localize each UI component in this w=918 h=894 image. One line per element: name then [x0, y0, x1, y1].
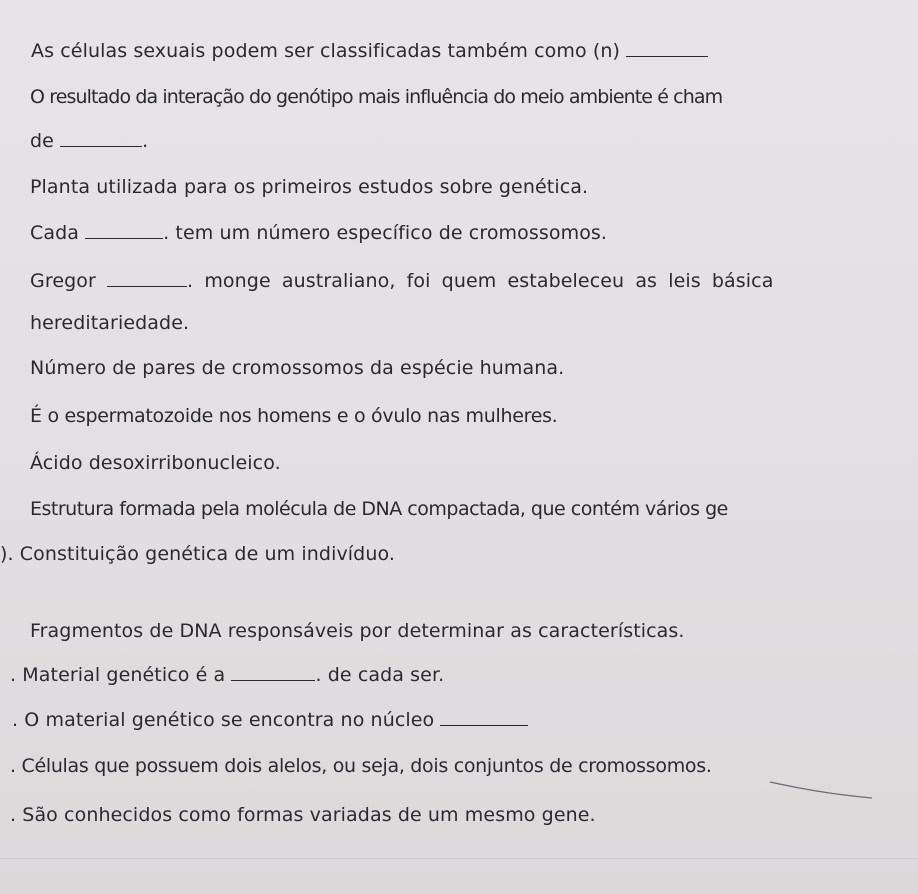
- question-alleles: . São conhecidos como formas variadas de um mesmo gene.: [10, 804, 596, 826]
- question-sex-cells: As células sexuais podem ser classificadas também como (n): [31, 40, 708, 62]
- answer-blank: [107, 272, 187, 287]
- question-nucleus: . O material genético se encontra no núcleo: [12, 709, 528, 731]
- question-diploid: . Células que possuem dois alelos, ou seja, dois conjuntos de cromossomos.: [10, 755, 712, 777]
- page-rule: [0, 858, 918, 859]
- pencil-mark: [768, 778, 878, 802]
- question-species: Cada . tem um número específico de cromossomos.: [30, 222, 608, 244]
- question-genetic-material: . Material genético é a . de cada ser.: [10, 664, 445, 686]
- question-gametes: É o espermatozoide nos homens e o óvulo nas mulheres.: [30, 405, 558, 427]
- answer-blank: [626, 42, 708, 57]
- question-plant: Planta utilizada para os primeiros estudos sobre genética.: [30, 176, 589, 198]
- answer-blank: [440, 711, 528, 726]
- question-genotype: ). Constituição genética de um indivíduo.: [0, 543, 396, 565]
- question-genes: Fragmentos de DNA responsáveis por determinar as características.: [30, 620, 685, 642]
- answer-blank: [85, 224, 163, 239]
- question-dna: Ácido desoxirribonucleico.: [30, 452, 281, 474]
- question-gregor: Gregor . monge australiano, foi quem estabeleceu as leis básica: [30, 270, 774, 292]
- question-phenotype: O resultado da interação do genótipo mais influência do meio ambiente é cham: [30, 86, 723, 108]
- question-phenotype-cont: de .: [30, 130, 149, 152]
- answer-blank: [231, 666, 315, 681]
- question-chromosome-pairs: Número de pares de cromossomos da espécie humana.: [30, 357, 565, 379]
- question-gregor-cont: hereditariedade.: [30, 312, 190, 334]
- answer-blank: [60, 132, 142, 147]
- question-chromosome: Estrutura formada pela molécula de DNA compactada, que contém vários ge: [30, 498, 728, 520]
